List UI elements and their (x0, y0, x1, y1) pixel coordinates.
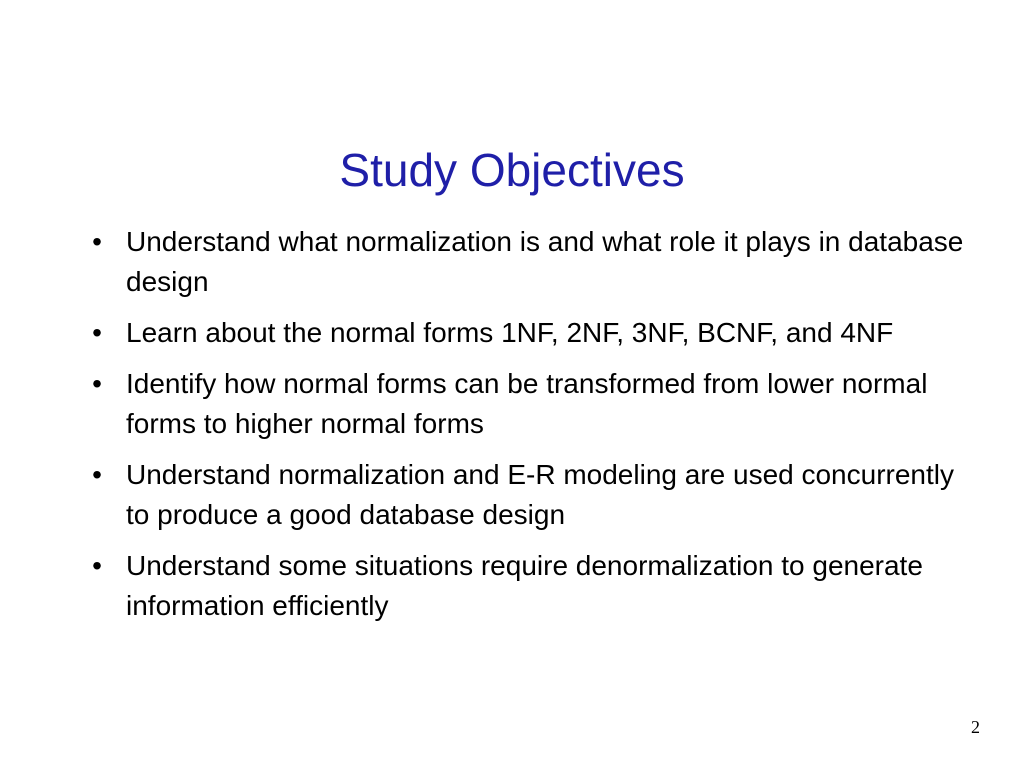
list-item-text: Learn about the normal forms 1NF, 2NF, 3NF, BCNF, and 4NF (126, 317, 894, 348)
bullet-icon: • (92, 317, 102, 348)
list-item-text: Understand what normalization is and what role it plays in database design (126, 226, 964, 297)
list-item (82, 364, 972, 444)
slide-title: Study Objectives (339, 144, 685, 196)
list-item (82, 455, 972, 535)
list-item-text: Understand normalization and E-R modeling are used concurrently to produce a good database design (126, 459, 954, 530)
page-number: 2 (971, 717, 980, 737)
bullet-icon: • (92, 368, 102, 399)
list-item (82, 222, 972, 302)
list-item-text: Understand some situations require denormalization to generate information efficiently (126, 550, 923, 621)
list-item (82, 313, 972, 353)
bullet-icon: • (92, 550, 102, 581)
objectives-list (82, 222, 972, 637)
bullet-icon: • (92, 226, 102, 257)
bullet-icon: • (92, 459, 102, 490)
list-item (82, 546, 972, 626)
list-item-text: Identify how normal forms can be transformed from lower normal forms to higher normal forms (126, 368, 928, 439)
